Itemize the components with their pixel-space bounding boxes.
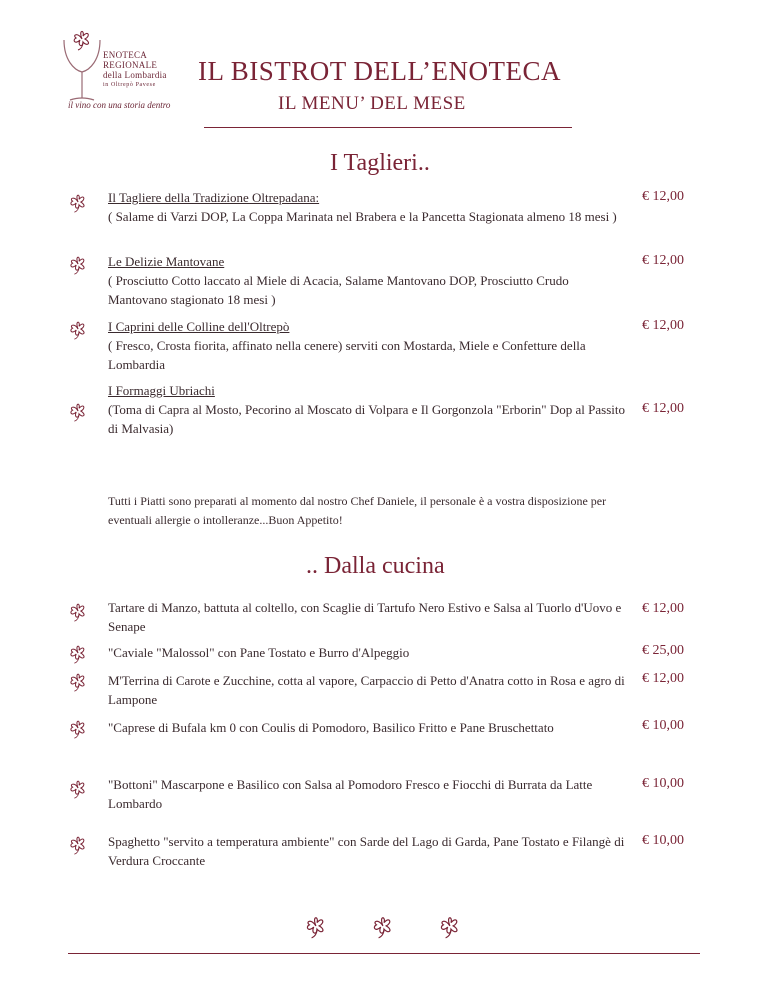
item-description: Tartare di Manzo, battuta al coltello, con Scaglie di Tartufo Nero Estivo e Salsa al Tuorlo d'Uovo e Senape [108,600,622,634]
item-description: "Caviale "Malossol" con Pane Tostato e Burro d'Alpeggio [108,645,410,660]
footer-divider [68,953,700,954]
header-divider [204,127,572,128]
item-name: I Caprini delle Colline dell'Oltrepò [108,319,290,334]
item-description: "Caprese di Bufala km 0 con Coulis di Pomodoro, Basilico Fritto e Pane Bruschettato [108,720,554,735]
logo-line-4: in Oltrepò Pavese [103,82,156,88]
wine-glass-logo-icon [60,26,104,106]
clover-flourish-icon [438,914,464,940]
clover-bullet-icon [68,643,90,665]
logo-line-3: della Lombardia [103,70,167,80]
item-price: € 12,00 [642,189,684,204]
clover-bullet-icon [68,401,90,423]
clover-bullet-icon [68,834,90,856]
clover-bullet-icon [68,671,90,693]
item-name: Le Delizie Mantovane [108,254,225,269]
clover-bullet-icon [68,718,90,740]
logo-text [103,50,167,90]
item-price: € 12,00 [642,671,684,686]
item-description: (Toma di Capra al Mosto, Pecorino al Moscato di Volpara e Il Gorgonzola "Erborin" Dop al Passito di Malvasia) [108,402,625,436]
item-description: "Bottoni" Mascarpone e Basilico con Salsa al Pomodoro Fresco e Fiocchi di Burrata da Latte Lombardo [108,777,593,811]
page-subtitle: IL MENU’ DEL MESE [278,93,466,114]
clover-flourish-icon [304,914,330,940]
clover-bullet-icon [68,319,90,341]
item-description: ( Prosciutto Cotto laccato al Miele di Acacia, Salame Mantovano DOP, Prosciutto Crudo Mantovano stagionato 18 mesi ) [108,273,569,307]
clover-bullet-icon [68,778,90,800]
section-title-taglieri: I Taglieri.. [330,150,430,176]
section-title-cucina: .. Dalla cucina [306,553,445,579]
item-description: M'Terrina di Carote e Zucchine, cotta al vapore, Carpaccio di Petto d'Anatra cotto in Rosa e agro di Lampone [108,673,625,707]
item-price: € 10,00 [642,776,684,791]
logo-line-2: REGIONALE [103,60,158,70]
tagline: il vino con una storia dentro [68,100,171,110]
item-price: € 12,00 [642,401,684,416]
logo-line-1: ENOTECA [103,50,148,60]
item-price: € 25,00 [642,643,684,658]
clover-bullet-icon [68,192,90,214]
item-description: ( Salame di Varzi DOP, La Coppa Marinata nel Brabera e la Pancetta Stagionata almeno 18 mesi ) [108,209,617,224]
item-price: € 12,00 [642,318,684,333]
item-description: ( Fresco, Crosta fiorita, affinato nella cenere) serviti con Mostarda, Miele e Confetture della Lombardia [108,338,586,372]
item-name: Il Tagliere della Tradizione Oltrepadana: [108,190,320,205]
page-title: IL BISTROT DELL’ENOTECA [198,56,561,86]
clover-bullet-icon [68,254,90,276]
allergy-note: Tutti i Piatti sono preparati al momento dal nostro Chef Daniele, il personale è a vostra disposizione per eventuali allergie o intolleranze...Buon Appetito! [108,494,607,527]
item-description: Spaghetto "servito a temperatura ambiente" con Sarde del Lago di Garda, Pane Tostato e Filangè di Verdura Croccante [108,834,625,868]
item-price: € 12,00 [642,253,684,268]
clover-flourish-icon [371,914,397,940]
clover-bullet-icon [68,601,90,623]
item-price: € 12,00 [642,601,684,616]
item-name: I Formaggi Ubriachi [108,383,215,398]
item-price: € 10,00 [642,718,684,733]
item-price: € 10,00 [642,833,684,848]
